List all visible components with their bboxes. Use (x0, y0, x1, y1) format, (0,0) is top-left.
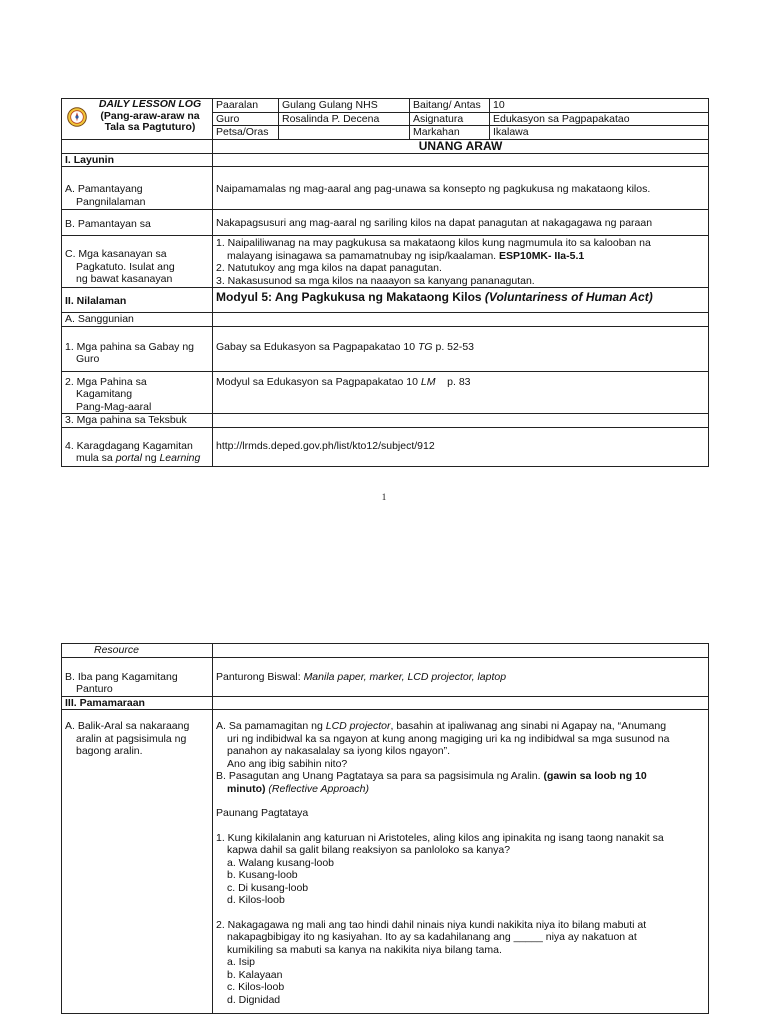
value-baitang: 10 (490, 99, 709, 113)
paunang-pagtataya-heading: Paunang Pagtataya (216, 807, 309, 819)
competency-code: ESP10MK- IIa-5.1 (499, 249, 585, 262)
question-1: 1. Kung kikilalanin ang katuruan ni Aristoteles, aling kilos ang ipinakita ng isang taong nanakit sa (216, 831, 664, 844)
row-label-pamantayang-pangnilalaman: A. Pamantayang Pangnilalaman (62, 167, 213, 210)
resource-label: Resource (62, 644, 213, 658)
value-petsa (279, 126, 410, 140)
row-label-iba-pang-kagamitan: B. Iba pang Kagamitang Panturo (62, 657, 213, 696)
pamantayan-text: Nakapagsusuri ang mag-aaral ng sariling kilos na dapat panagutan at nakagagawa ng paraan (213, 210, 709, 236)
value-markahan: Ikalawa (490, 126, 709, 140)
iba-pang-kagamitan-text: Panturong Biswal: Manila paper, marker, LCD projector, laptop (213, 657, 709, 696)
empty-cell (213, 696, 709, 710)
value-paaralan: Gulang Gulang NHS (279, 99, 410, 113)
label-paaralan: Paaralan (213, 99, 279, 113)
q1-option-a: a. Walang kusang-loob (227, 856, 335, 869)
row-label-teksbuk: 3. Mga pahina sa Teksbuk (62, 414, 213, 428)
label-guro: Guro (213, 112, 279, 126)
q2-option-a: a. Isip (227, 956, 256, 968)
empty-cell (213, 313, 709, 327)
label-asignatura: Asignatura (410, 112, 490, 126)
lesson-log-table-page2 (61, 643, 709, 1014)
q2-option-c: c. Kilos-loob (227, 981, 285, 993)
row-label-gabay-guro: 1. Mga pahina sa Gabay ng Guro (62, 326, 213, 371)
section-nilalaman: II. Nilalaman (62, 288, 213, 313)
gabay-guro-text: Gabay sa Edukasyon sa Pagpapakatao 10 TG p. 52-53 (213, 326, 709, 371)
kasanayan-text: 1. Naipaliliwanag na may pagkukusa sa makataong kilos kung nagmumula ito sa kalooban na malayang isinagawa sa pamamatnubay ng isip/kaalaman. ESP10MK- IIa-5.1 2. Natutukoy ang mga kilos na dapat panagutan. 3. Nakasusunod sa mga kilos na naaayon sa kanyang pananagutan. (213, 236, 709, 288)
kagamitang-mag-aaral-text: Modyul sa Edukasyon sa Pagpapakatao 10 LM p. 83 (213, 371, 709, 414)
header-subtitle-2: Tala sa Pagtuturo) (104, 121, 196, 133)
empty-cell (213, 644, 709, 658)
empty-cell (213, 414, 709, 428)
modyul-title: Modyul 5: Ang Pagkukusa ng Makataong Kilos (Voluntariness of Human Act) (213, 288, 709, 313)
section-pamamaraan: III. Pamamaraan (62, 696, 213, 710)
lesson-log-table-page1 (61, 98, 709, 467)
page-number: 1 (381, 492, 387, 502)
header-title-cell (62, 99, 213, 140)
q2-option-b: b. Kalayaan (227, 968, 283, 981)
row-label-karagdagang-kagamitan: 4. Karagdagang Kagamitan mula sa portal ng Learning (62, 427, 213, 466)
q1-option-c: c. Di kusang-loob (227, 881, 309, 894)
row-label-kagamitang-mag-aaral: 2. Mga Pahina sa Kagamitang Pang-Mag-aaral (62, 371, 213, 414)
row-label-kasanayan: C. Mga kasanayan sa Pagkatuto. Isulat ang ng bawat kasanayan (62, 236, 213, 288)
q2-option-d: d. Dignidad (227, 993, 281, 1006)
q1-option-b: b. Kusang-loob (227, 869, 298, 881)
row-label-sanggunian: A. Sanggunian (62, 313, 213, 327)
label-markahan: Markahan (410, 126, 490, 140)
deped-seal-icon (67, 107, 87, 127)
section-layunin: I. Layunin (62, 153, 213, 167)
lrmds-link[interactable]: http://lrmds.deped.gov.ph/list/kto12/subject/912 (213, 427, 709, 466)
empty-cell (213, 153, 709, 167)
label-baitang: Baitang/ Antas (410, 99, 490, 113)
pamantayang-pangnilalaman-text: Naipamamalas ng mag-aaral ang pag-unawa sa konsepto ng pagkukusa ng makataong kilos. (213, 167, 709, 210)
empty-cell (62, 139, 213, 153)
header-title: DAILY LESSON LOG (98, 98, 202, 110)
label-petsa: Petsa/Oras (213, 126, 279, 140)
header-subtitle-1: (Pang-araw-araw na (100, 109, 200, 122)
value-guro: Rosalinda P. Decena (279, 112, 410, 126)
row-label-balik-aral: A. Balik-Aral sa nakaraang aralin at pagsisimula ng bagong aralin. (62, 710, 213, 1014)
day-title: UNANG ARAW (213, 139, 709, 153)
balik-aral-content: A. Sa pamamagitan ng LCD projector, basahin at ipaliwanag ang sinabi ni Agapay na, “Anumang uri ng indibidwal ka sa ngayon at kung anong magiging uri ka ng indibidwal sa mga susunod na panahon ay nakasalalay sa iyong kilos ngayon”. Ano ang ibig sabihin nito? B. Pasagutan ang Unang Pagtataya sa para sa pagsisimula ng Aralin. (gawin sa loob ng 10 minuto) (Reflective Approach) Paunang Pagtataya 1. Kung kikilalanin ang katuruan ni Aristoteles, aling kilos ang ipinakita ng isang taong nanakit sa kapwa dahil sa galit bilang reaksiyon sa panloloko sa kanya? a. Walang kusang-loob b. Kusang-loob c. Di kusang-loob d. Kilos-loob 2. Nakagagawa ng mali ang tao hindi dahil ninais niya kundi nakikita niya ito bilang mabuti at nakapagbibigay ito ng kasiyahan. Ito ay sa kadahilanang ang _____ niya ay nakatuon at kumikiling sa mabuti sa kanya na nakikita niya bilang tama. a. Isip b. Kalayaan c. Kilos-loob d. Dignidad (213, 710, 709, 1014)
value-asignatura: Edukasyon sa Pagpapakatao (490, 112, 709, 126)
q1-option-d: d. Kilos-loob (227, 894, 285, 906)
row-label-pamantayan: B. Pamantayan sa (62, 210, 213, 236)
question-2: 2. Nakagagawa ng mali ang tao hindi dahil ninais niya kundi nakikita niya ito bilang mabuti at (216, 918, 647, 931)
